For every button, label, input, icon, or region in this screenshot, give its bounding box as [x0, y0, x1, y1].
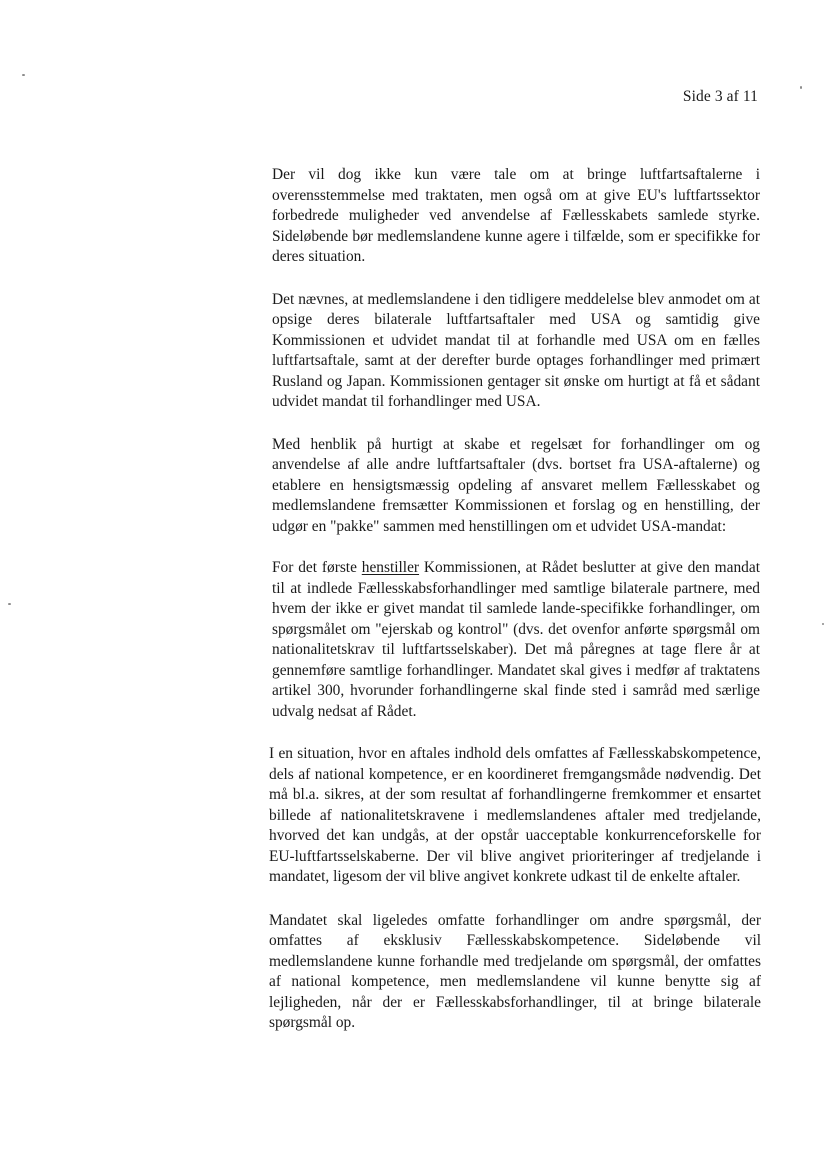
page-number: Side 3 af 11: [682, 88, 758, 105]
scan-speck: [8, 603, 11, 605]
underlined-word: henstiller: [361, 559, 420, 576]
paragraph-5: I en situation, hvor en aftales indhold dels omfattes af Fællesskabskompetence, dels af national kompetence, er en koordineret fremgangsmåde nødvendig. Det må bl.a. sikres, at der som resultat af forhandlingerne fremkommer et ensartet billede af nationalitetskravene i medlemslandenes aftaler med tredjelande, hvorved det kan undgås, at der opstår uacceptable konkurrenceforskelle for EU-luftfartsselskaberne. Der vil blive angivet prioriteringer af tredjelande i mandatet, ligesom der vil blive angivet konkrete udkast til de enkelte aftaler.: [269, 745, 761, 885]
paragraph-3: Med henblik på hurtigt at skabe et regelsæt for forhandlinger om og anvendelse af alle andre luftfartsaftaler (dvs. bortset fra USA-aftalerne) og etablere en hensigtsmæssig opdeling af ansvaret mellem Fællesskabet og medlemslandene fremsætter Kommissionen et forslag og en henstilling, der udgør en "pakke" sammen med henstillingen om et udvidet USA-mandat:: [272, 435, 760, 535]
paragraph-1: Der vil dog ikke kun være tale om at bringe luftfartsaftalerne i overensstemmelse med traktaten, men også om at give EU's luftfartssektor forbedrede muligheder ved anvendelse af Fællesskabets samlede styrke. Sideløbende bør medlemslandene kunne agere i tilfælde, som er specifikke for deres situation.: [272, 166, 760, 265]
scan-speck: [22, 74, 25, 76]
paragraph-4: [272, 558, 760, 722]
paragraph-6: Mandatet skal ligeledes omfatte forhandlinger om andre spørgsmål, der omfattes af eksklusiv Fællesskabskompetence. Sideløbende vil medlemslandene kunne forhandle med tredjelande om spørgsmål, der omfattes af national kompetence, men medlemslandene vil kunne benytte sig af lejligheden, når der er Fællesskabsforhandlinger, til at bringe bilaterale spørgsmål op.: [269, 911, 761, 1031]
paragraph-2: Det nævnes, at medlemslandene i den tidligere meddelelse blev anmodet om at opsige deres bilaterale luftfartsaftaler med USA og samtidig give Kommissionen et udvidet mandat til at forhandle med USA om en fælles luftfartsaftale, samt at der derefter burde optages forhandlinger med primært Rusland og Japan. Kommissionen gentager sit ønske om hurtigt at få et sådant udvidet mandat til forhandlinger med USA.: [272, 290, 760, 410]
paragraph-4-rest: Kommissionen, at Rådet beslutter at give den mandat til at indlede Fællesskabsforhandlinger med samtlige bilaterale partnere, med hvem der ikke er givet mandat til samlede lande-specifikke forhandlinger, om spørgsmålet om "ejerskab og kontrol" (dvs. det ovenfor anførte spørgsmål om nationalitetskrav til luftfartsselskaber). Det må påregnes at tage flere år at gennemføre samtlige forhandlinger. Mandatet skal gives i medfør af traktatens artikel 300, hvorunder forhandlingerne skal finde sted i samråd med særlige udvalg nedsat af Rådet.: [272, 559, 760, 720]
paragraph-4-lead: For det første: [272, 559, 362, 576]
scan-speck: [822, 623, 824, 625]
document-body: [269, 165, 761, 1056]
scan-speck: [800, 86, 802, 89]
